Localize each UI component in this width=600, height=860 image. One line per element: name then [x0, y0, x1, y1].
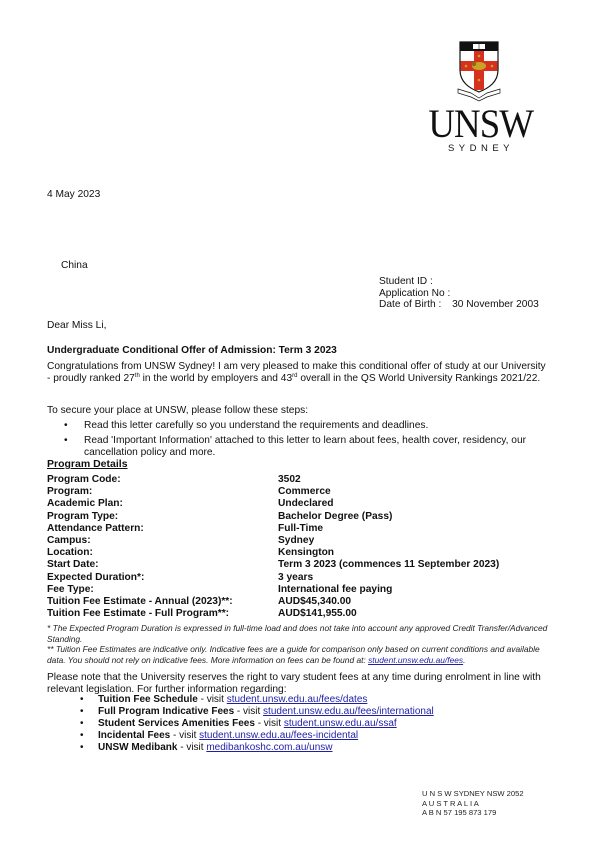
para1-text-2: in the world by employers and 43: [139, 373, 293, 384]
step-item: • Read 'Important Information' attached to this letter to learn about fees, health cover, residency, our cancellation policy and more.: [64, 435, 554, 459]
detail-label: Attendance Pattern:: [47, 522, 144, 534]
detail-label: Tuition Fee Estimate - Annual (2023)**:: [47, 595, 233, 607]
detail-label: Fee Type:: [47, 583, 94, 595]
detail-row: [47, 511, 547, 523]
detail-row: [47, 596, 547, 608]
recipient-country: China: [61, 260, 88, 271]
address-line-3: A B N 57 195 873 179: [422, 808, 497, 817]
university-address: [422, 789, 524, 818]
detail-row: [47, 474, 547, 486]
salutation: Dear Miss Li,: [47, 320, 107, 331]
fee-link-sep: - visit: [234, 706, 264, 717]
detail-label: Program Code:: [47, 474, 121, 485]
detail-value: AUD$45,340.00: [278, 595, 352, 607]
address-line-1: U N S W SYDNEY NSW 2052: [422, 789, 524, 798]
detail-label: Campus:: [47, 534, 91, 546]
fee-link-title: Student Services Amenities Fees: [98, 718, 255, 729]
fee-link-sep: - visit: [177, 742, 207, 753]
detail-label: Program:: [47, 486, 93, 498]
fee-link-title: Tuition Fee Schedule: [98, 694, 198, 705]
unsw-crest-icon: [457, 40, 501, 102]
detail-row: [47, 486, 547, 498]
unsw-logo: [424, 40, 534, 155]
reference-block: [379, 276, 539, 311]
detail-value: Bachelor Degree (Pass): [278, 510, 393, 522]
footnotes: [47, 623, 552, 665]
full-program-fees-link[interactable]: student.unsw.edu.au/fees/international: [263, 706, 434, 717]
footnote-fees: [47, 644, 552, 665]
fee-link-sep: - visit: [197, 694, 227, 705]
detail-value: AUD$141,955.00: [278, 608, 357, 620]
fee-links-list: [80, 694, 434, 754]
dob-label: Date of Birth :: [379, 299, 442, 310]
detail-value: International fee paying: [278, 583, 393, 595]
tuition-fee-schedule-link[interactable]: student.unsw.edu.au/fees/dates: [226, 694, 368, 705]
detail-label: Start Date:: [47, 559, 99, 571]
para1-text-1: Congratulations from UNSW Sydney! I am very pleased to make this conditional offer of study at our University - proudly ranked 27: [47, 361, 546, 384]
detail-value: Full-Time: [278, 522, 324, 534]
detail-value: 3502: [278, 474, 301, 485]
letter-date: 4 May 2023: [47, 189, 101, 200]
application-no-row: [379, 288, 539, 300]
detail-label: Academic Plan:: [47, 498, 123, 510]
medibank-link[interactable]: medibankoshc.com.au/unsw: [206, 742, 333, 753]
dob-value: 30 November 2003: [452, 299, 539, 310]
incidental-fees-link[interactable]: student.unsw.edu.au/fees-incidental: [199, 730, 359, 741]
detail-label: Tuition Fee Estimate - Full Program**:: [47, 608, 230, 620]
fee-link-item: [80, 742, 434, 754]
detail-label: Location:: [47, 547, 93, 559]
detail-row: [47, 498, 547, 510]
detail-value: Commerce: [278, 486, 331, 498]
detail-row: [47, 523, 547, 535]
footnote-fees-end: .: [463, 654, 466, 665]
detail-value: Term 3 2023 (commences 11 September 2023): [278, 559, 500, 571]
detail-label: Expected Duration*:: [47, 571, 145, 583]
detail-value: Kensington: [278, 547, 335, 559]
fee-link-title: UNSW Medibank: [98, 742, 178, 753]
step-item: • Read this letter carefully so you understand the requirements and deadlines.: [64, 420, 554, 432]
steps-list: [64, 420, 554, 462]
ordinal-suffix: th: [134, 373, 140, 379]
para1-text-3: overall in the QS World University Rankings 2021/22.: [297, 373, 541, 384]
detail-value: Sydney: [278, 534, 315, 546]
program-details-table: [47, 474, 547, 620]
fee-link-item: [80, 706, 434, 718]
fee-link-item: [80, 694, 434, 706]
fees-link[interactable]: student.unsw.edu.au/fees: [368, 654, 464, 665]
detail-row: [47, 584, 547, 596]
fee-link-item: [80, 730, 434, 742]
detail-value: Undeclared: [278, 498, 334, 510]
detail-row: [47, 559, 547, 571]
program-details-heading: Program Details: [47, 458, 128, 470]
detail-label: Program Type:: [47, 510, 119, 522]
sydney-subword: SYDNEY: [447, 143, 515, 154]
student-id-label: Student ID :: [379, 276, 433, 287]
letter-subject: Undergraduate Conditional Offer of Admission: Term 3 2023: [47, 345, 337, 356]
fee-link-sep: - visit: [170, 730, 200, 741]
detail-value: 3 years: [278, 571, 314, 583]
detail-row: [47, 608, 547, 620]
fee-link-title: Full Program Indicative Fees: [98, 706, 235, 717]
ssaf-link[interactable]: student.unsw.edu.au/ssaf: [283, 718, 397, 729]
congratulations-paragraph: [47, 361, 547, 385]
fee-link-sep: - visit: [254, 718, 284, 729]
ordinal-suffix: rd: [292, 373, 298, 379]
fee-variation-note: Please note that the University reserves the right to vary student fees at any time during enrolment in line with relevant legislation. For further information regarding:: [47, 672, 541, 695]
student-id-row: [379, 276, 539, 288]
steps-intro: To secure your place at UNSW, please follow these steps:: [47, 405, 309, 416]
unsw-wordmark: UNSW: [428, 101, 534, 146]
fee-link-title: Incidental Fees: [98, 730, 171, 741]
dob-row: [379, 299, 539, 311]
detail-row: [47, 572, 547, 584]
footnote-duration: * The Expected Program Duration is expressed in full-time load and does not take into account any approved Credit Transfer/Advanced Standing.: [47, 623, 548, 644]
fee-link-item: [80, 718, 434, 730]
application-no-label: Application No :: [379, 287, 451, 299]
footnote-fees-text: ** Tuition Fee Estimates are indicative only. Indicative fees are a guide for comparison only based on current conditions and available data. You should not rely on indicative fees. More information on fees can be found at:: [47, 644, 540, 665]
detail-row: [47, 535, 547, 547]
detail-row: [47, 547, 547, 559]
address-line-2: A U S T R A L I A: [422, 798, 479, 808]
